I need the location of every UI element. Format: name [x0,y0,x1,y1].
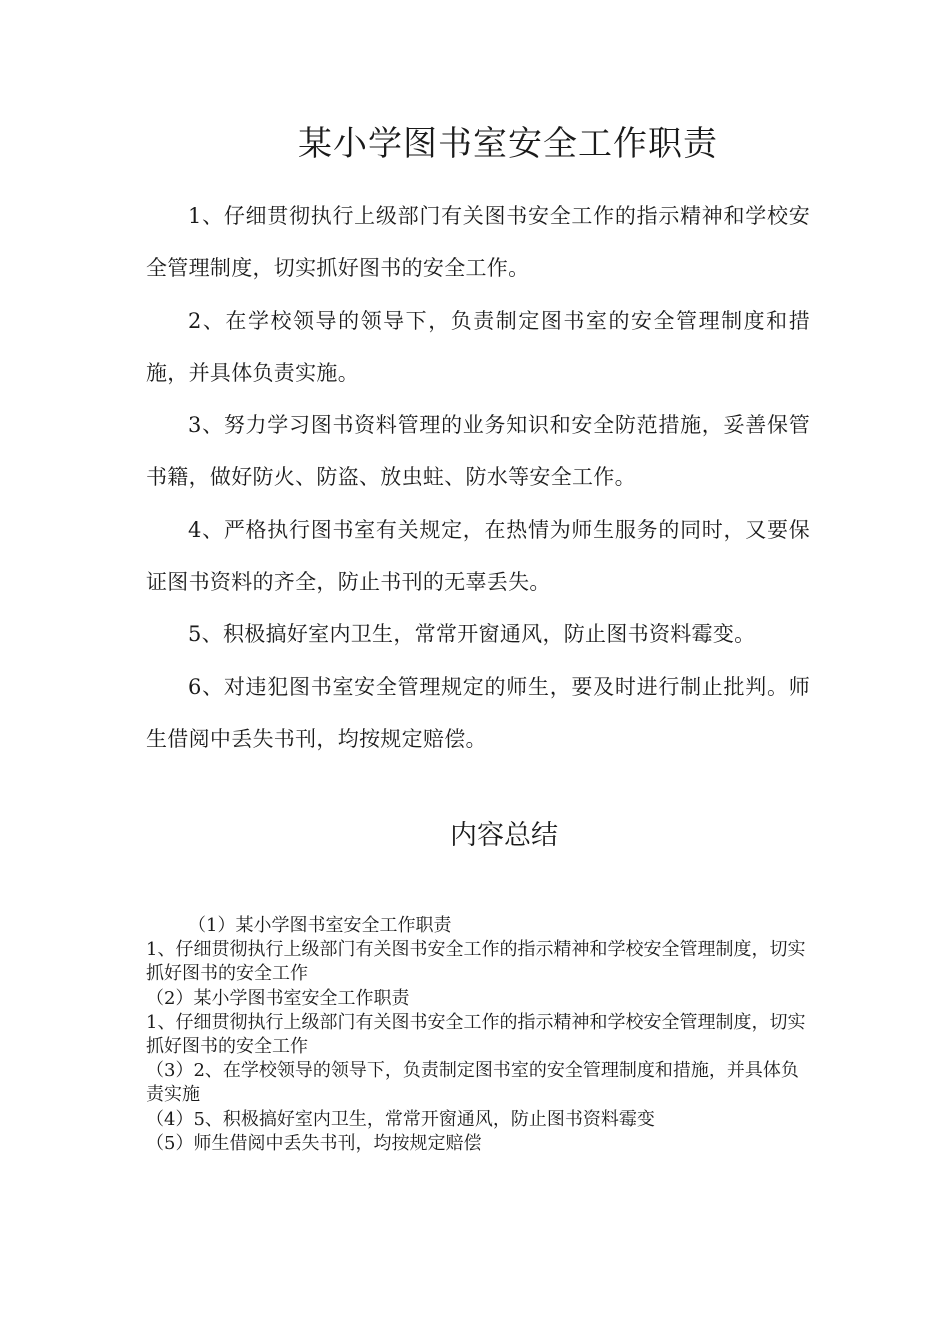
paragraph-4: 4、严格执行图书室有关规定，在热情为师生服务的同时，又要保证图书资料的齐全，防止书刊的无辜丢失。 [146,517,810,595]
summary-list [146,914,810,1156]
summary-title: 内容总结 [450,820,558,851]
document-title: 某小学图书室安全工作职责 [298,124,718,164]
document-body [146,190,810,765]
paragraph-1: 1、仔细贯彻执行上级部门有关图书安全工作的指示精神和学校安全管理制度，切实抓好图书的安全工作。 [146,204,810,281]
summary-item: 1、仔细贯彻执行上级部门有关图书安全工作的指示精神和学校安全管理制度，切实抓好图书的安全工作 [146,939,806,985]
paragraph-3: 3、努力学习图书资料管理的业务知识和安全防范措施，妥善保管书籍，做好防火、防盗、放虫蛀、防水等安全工作。 [146,413,810,490]
summary-item: （2）某小学图书室安全工作职责 [146,987,410,1009]
summary-item: （1）某小学图书室安全工作职责 [188,915,452,936]
paragraph-2: 2、在学校领导的领导下，负责制定图书室的安全管理制度和措施，并具体负责实施。 [146,308,810,385]
paragraph-5: 5、积极搞好室内卫生，常常开窗通风，防止图书资料霉变。 [188,622,756,647]
paragraph-6: 6、对违犯图书室安全管理规定的师生，要及时进行制止批判。师生借阅中丢失书刊，均按规定赔偿。 [146,674,810,751]
summary-item: 1、仔细贯彻执行上级部门有关图书安全工作的指示精神和学校安全管理制度，切实抓好图书的安全工作 [146,1011,806,1058]
summary-item: （3）2、在学校领导的领导下，负责制定图书室的安全管理制度和措施，并具体负责实施 [146,1060,799,1106]
summary-item: （5）师生借阅中丢失书刊，均按规定赔偿 [146,1132,482,1154]
summary-item: （4）5、积极搞好室内卫生，常常开窗通风，防止图书资料霉变 [146,1108,655,1130]
